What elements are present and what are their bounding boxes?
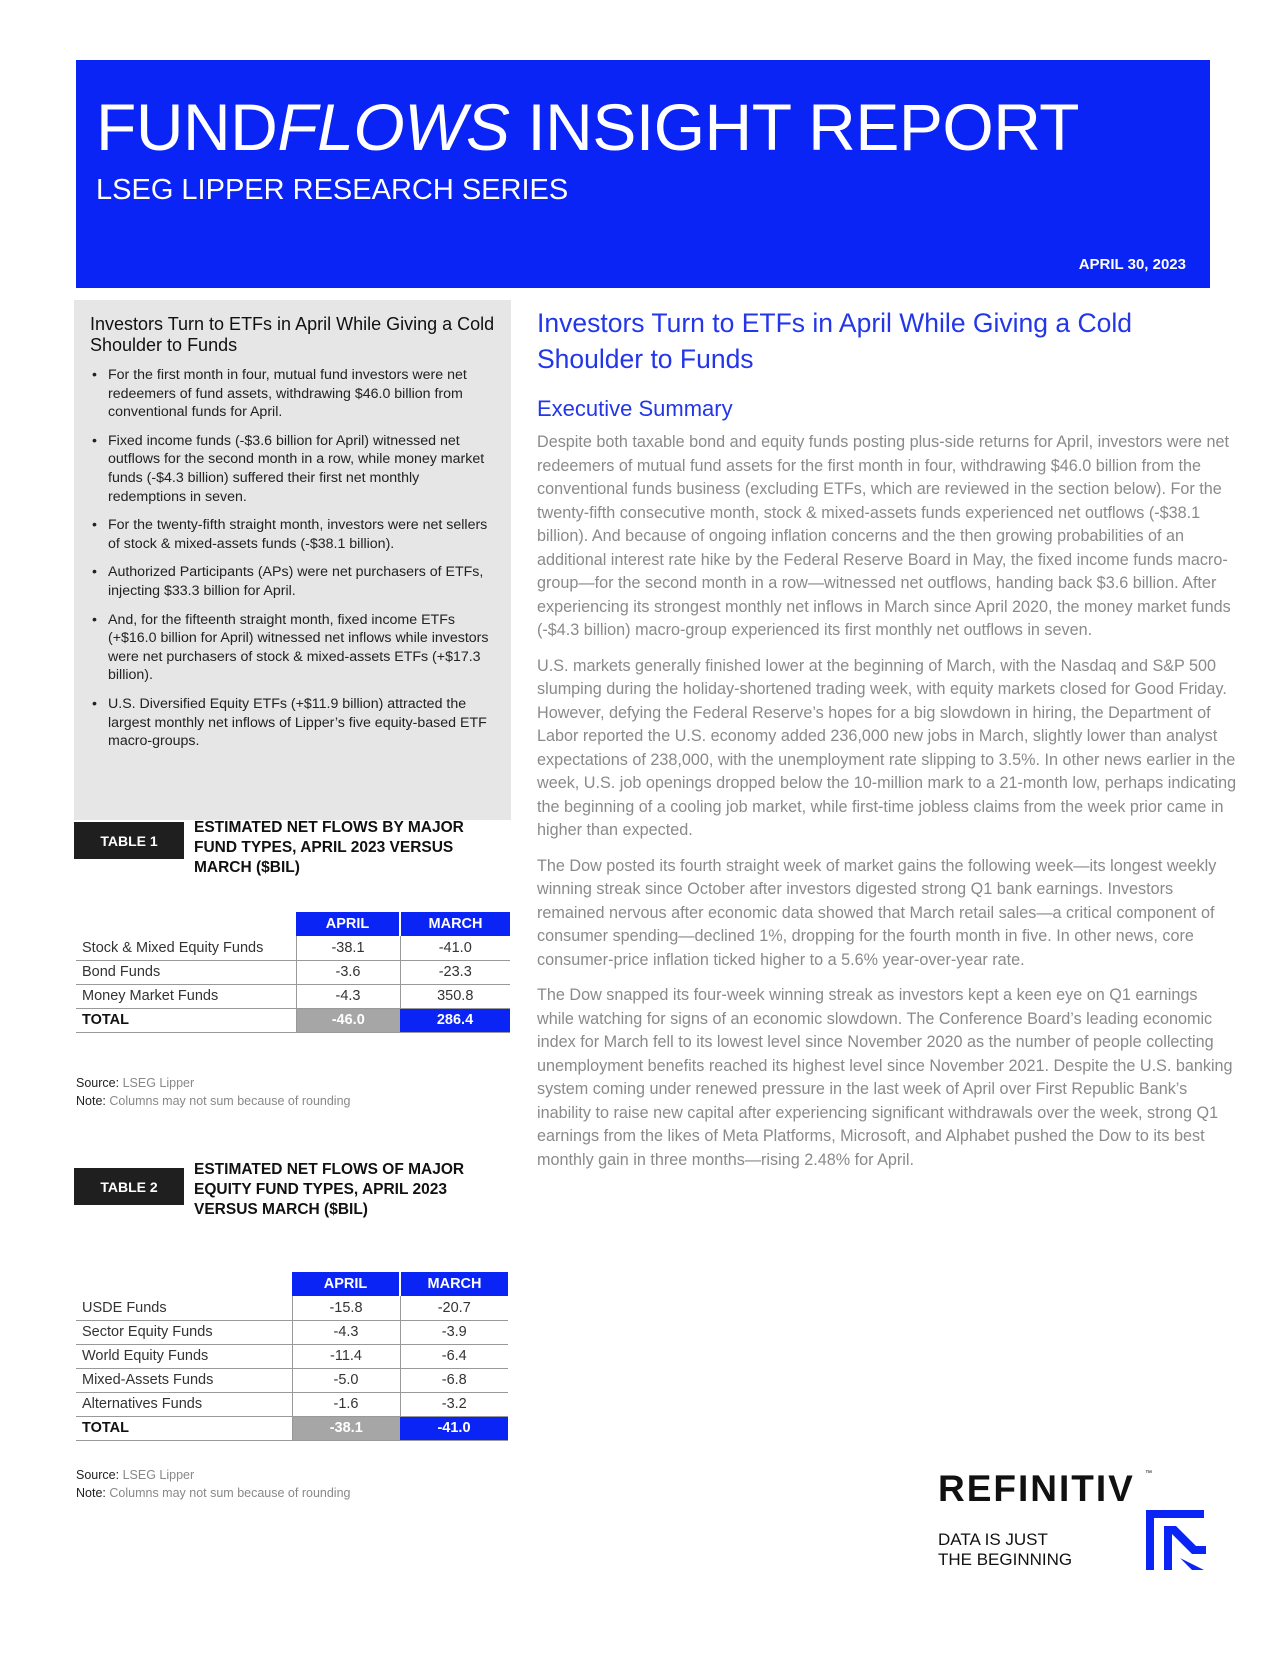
table1-tag: TABLE 1 [74,822,184,859]
total-april: -38.1 [292,1416,400,1440]
report-subtitle: LSEG LIPPER RESEARCH SERIES [96,174,569,206]
table2-blank-header [76,1272,292,1296]
row-march: -6.8 [400,1368,508,1392]
table1-header [74,818,494,878]
logo-mark-icon [1142,1508,1208,1572]
row-march: -6.4 [400,1344,508,1368]
table1-col-april: APRIL [296,912,400,936]
row-april: -1.6 [292,1392,400,1416]
table-row [76,960,510,984]
table1-blank-header [76,912,296,936]
row-march: -23.3 [400,960,510,984]
note-label: Note: [76,1094,106,1108]
source-value: LSEG Lipper [122,1076,195,1090]
highlights-box [74,300,511,820]
article-paragraph: The Dow posted its fourth straight week of market gains the following week—its longest weekly winning streak since October after investors digested strong Q1 bank earnings. Investors remained nervous after economic data showed that March retail sales—a critical component of consumer spending—declined 1%, dropping for the fourth month in five. In other news, core consumer-price inflation ticked higher to a 5.6% year-over-year rate. [537,856,1217,969]
article-headline: Investors Turn to ETFs in April While Giving a Cold Shoulder to Funds [537,308,1132,374]
refinitiv-logo [938,1468,1218,1578]
table-row [76,936,510,960]
row-april: -15.8 [292,1296,400,1320]
logo-trademark: ™ [1145,1470,1152,1477]
article [537,305,1237,1184]
table-row [76,1392,508,1416]
row-march: -41.0 [400,936,510,960]
table-total-row [76,1416,508,1440]
highlight-item: • For the twenty-fifth straight month, investors were net sellers of stock & mixed-assets funds (-$38.1 billion). [90,516,497,553]
row-april: -4.3 [296,984,400,1008]
report-title [96,90,1079,164]
highlights-list [90,366,497,751]
row-april: -5.0 [292,1368,400,1392]
table-row [76,984,510,1008]
table2 [76,1272,508,1441]
source-value: LSEG Lipper [122,1468,195,1482]
row-april: -4.3 [292,1320,400,1344]
row-march: -3.2 [400,1392,508,1416]
row-label: Alternatives Funds [76,1392,292,1416]
logo-wordmark: REFINITIV [938,1468,1135,1509]
logo-tagline-line1: DATA IS JUST [938,1530,1048,1549]
note-label: Note: [76,1486,106,1500]
row-label: Sector Equity Funds [76,1320,292,1344]
logo-tagline [938,1530,1072,1570]
section-heading: Executive Summary [537,396,733,421]
table-row [76,1296,508,1320]
total-march: -41.0 [400,1416,508,1440]
row-march: 350.8 [400,984,510,1008]
article-paragraph: The Dow snapped its four-week winning streak as investors kept a keen eye on Q1 earnings while watching for signs of an economic slowdown. The Conference Board’s leading economic index for March fell to its lowest level since November 2020 as the number of people collecting unemployment benefits reached its highest level since November 2021. Despite the U.S. banking system coming under renewed pressure in the last week of April over First Republic Bank’s inability to raise new capital after experiencing significant withdrawals over the week, strong Q1 earnings from the likes of Meta Platforms, Microsoft, and Alphabet pushed the Dow to its best monthly gain in three months—rising 2.48% for April. [537,986,1233,1169]
highlight-item: • Fixed income funds (-$3.6 billion for April) witnessed net outflows for the second month in a row, while money market funds (-$4.3 billion) suffered their first net monthly redemptions in seven. [90,432,497,506]
total-march: 286.4 [400,1008,510,1032]
article-paragraph: U.S. markets generally finished lower at the beginning of March, with the Nasdaq and S&P 500 slumping during the holiday-shortened trading week, with equity markets closed for Good Friday. However, defying the Federal Reserve’s hopes for a big slowdown in hiring, the Department of Labor reported the U.S. economy added 236,000 new jobs in March, slightly lower than analyst expectations of 238,000, with the unemployment rate slipping to 3.5%. In other news earlier in the week, U.S. job openings dropped below the 10-million mark to a 21-month low, perhaps indicating the beginning of a cooling job market, while first-time jobless claims from the week prior came in higher than expected. [537,656,1237,839]
row-label: USDE Funds [76,1296,292,1320]
table1 [76,912,510,1033]
table2-col-april: APRIL [292,1272,400,1296]
title-part-flows: FLOWS [277,90,510,164]
note-value: Columns may not sum because of rounding [109,1486,351,1500]
logo-tagline-line2: THE BEGINNING [938,1550,1073,1569]
title-part-fund: FUND [96,90,278,164]
table-total-row [76,1008,510,1032]
table2-tag: TABLE 2 [74,1168,184,1205]
table2-title: ESTIMATED NET FLOWS OF MAJOR EQUITY FUND TYPES, APRIL 2023 VERSUS MARCH ($BIL) [194,1161,465,1218]
highlights-heading: Investors Turn to ETFs in April While Giving a Cold Shoulder to Funds [90,314,495,355]
row-label: Money Market Funds [76,984,296,1008]
table-row [76,1368,508,1392]
table1-col-march: MARCH [400,912,510,936]
table-row [76,1320,508,1344]
highlight-item: • Authorized Participants (APs) were net purchasers of ETFs, injecting $33.3 billion for April. [90,563,497,600]
highlight-item: • U.S. Diversified Equity ETFs (+$11.9 billion) attracted the largest monthly net inflows of Lipper’s five equity-based ETF macro-groups. [90,695,497,751]
total-label: TOTAL [76,1416,292,1440]
highlight-item: • For the first month in four, mutual fund investors were net redeemers of fund assets, withdrawing $46.0 billion from conventional funds for April. [90,366,497,422]
table1-title: ESTIMATED NET FLOWS BY MAJOR FUND TYPES, APRIL 2023 VERSUS MARCH ($BIL) [194,819,464,876]
row-march: -3.9 [400,1320,508,1344]
table-row [76,1344,508,1368]
table2-col-march: MARCH [400,1272,508,1296]
row-april: -38.1 [296,936,400,960]
note-value: Columns may not sum because of rounding [109,1094,351,1108]
total-label: TOTAL [76,1008,296,1032]
total-april: -46.0 [296,1008,400,1032]
table2-source [76,1466,350,1502]
source-label: Source: [76,1076,120,1090]
row-label: Mixed-Assets Funds [76,1368,292,1392]
title-part-insight: INSIGHT REPORT [509,90,1079,164]
row-march: -20.7 [400,1296,508,1320]
highlight-item: • And, for the fifteenth straight month, fixed income ETFs (+$16.0 billion for April) witnessed net inflows while investors were net purchasers of stock & mixed-assets ETFs (+$17.3 billion). [90,611,497,685]
row-april: -3.6 [296,960,400,984]
article-paragraph: Despite both taxable bond and equity funds posting plus-side returns for April, investors were net redeemers of mutual fund assets for the first month in four, withdrawing $46.0 billion from the conventional funds business (excluding ETFs, which are reviewed in the section below). For the twenty-fifth consecutive month, stock & mixed-assets funds experienced net outflows (-$38.1 billion). And because of ongoing inflation concerns and the then growing probabilities of an additional interest rate hike by the Federal Reserve Board in May, the fixed income funds macro-group—for the second month in a row—witnessed net outflows, handing back $3.6 billion. After experiencing its strongest monthly net inflows in March since April 2020, the money market funds (-$4.3 billion) macro-group experienced its first monthly net outflows in seven. [537,433,1231,639]
row-april: -11.4 [292,1344,400,1368]
report-banner [76,60,1210,288]
source-label: Source: [76,1468,120,1482]
table2-header [74,1160,494,1220]
report-date: APRIL 30, 2023 [1078,256,1186,273]
row-label: World Equity Funds [76,1344,292,1368]
table1-source [76,1074,350,1110]
row-label: Bond Funds [76,960,296,984]
row-label: Stock & Mixed Equity Funds [76,936,296,960]
